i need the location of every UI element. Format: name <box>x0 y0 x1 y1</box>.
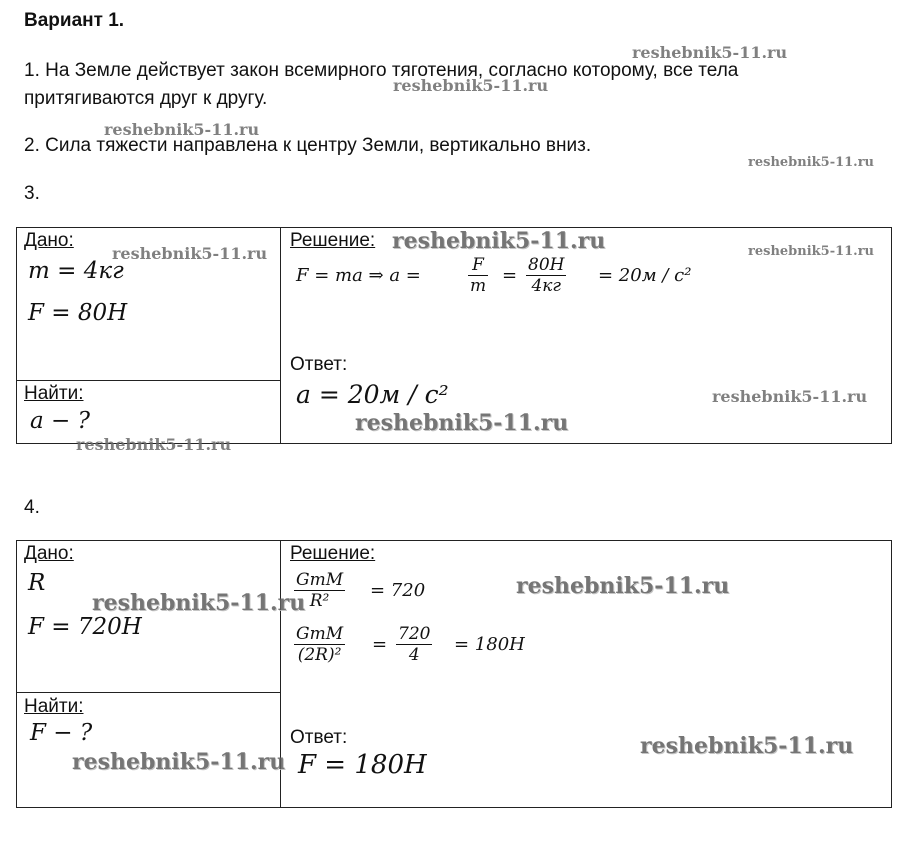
task3-find-value: a − ? <box>30 408 90 434</box>
page-title: Вариант 1. <box>24 10 125 31</box>
task4-equation1-result: = 720 <box>370 580 426 601</box>
task3-frac2-num: 80H <box>528 255 565 275</box>
watermark: reshebnik5-11.ru <box>748 244 875 259</box>
task3-equation-result: = 20м / с² <box>598 265 692 286</box>
watermark: reshebnik5-11.ru <box>640 733 854 759</box>
watermark: reshebnik5-11.ru <box>72 749 286 775</box>
task4-given-label: Дано: <box>24 543 74 564</box>
task4-find-value: F − ? <box>30 720 93 746</box>
task3-fraction-values <box>526 255 566 296</box>
task4-frac3-den: 4 <box>408 645 420 665</box>
task4-fraction-720-over-4 <box>396 624 432 665</box>
task3-solution-label: Решение: <box>290 230 376 251</box>
item-4-number: 4. <box>24 497 40 518</box>
task3-given-label: Дано: <box>24 230 74 251</box>
task3-equals-sign: = <box>502 265 518 286</box>
item-3-number: 3. <box>24 183 40 204</box>
task4-frac3-num: 720 <box>398 624 431 644</box>
item-2: 2. Сила тяжести направлена к центру Земли, вертикально вниз. <box>24 135 592 156</box>
task4-answer-label: Ответ: <box>290 727 348 748</box>
watermark: reshebnik5-11.ru <box>76 435 232 454</box>
item-1-continuation: притягиваются друг к другу. <box>24 88 268 109</box>
task3-given-mass: m = 4кг <box>28 258 124 284</box>
watermark: reshebnik5-11.ru <box>393 76 549 95</box>
watermark: reshebnik5-11.ru <box>712 387 868 406</box>
task3-given-force: F = 80H <box>28 300 128 326</box>
task4-equation2-result: = 180H <box>454 634 525 655</box>
task4-given-radius: R <box>28 570 46 596</box>
task4-fraction-gmm-over-2r2 <box>294 624 345 665</box>
watermark: reshebnik5-11.ru <box>112 244 268 263</box>
task3-divider <box>280 227 281 444</box>
task3-answer-label: Ответ: <box>290 354 348 375</box>
task4-answer-value: F = 180H <box>298 750 427 780</box>
task4-given-force: F = 720H <box>28 614 142 640</box>
watermark: reshebnik5-11.ru <box>104 120 260 139</box>
task4-frac1-den: R² <box>309 591 330 611</box>
task4-frac1-num: GmM <box>296 570 344 590</box>
task3-answer-value: a = 20м / с² <box>296 380 449 409</box>
task4-equals-sign: = <box>372 634 388 655</box>
task3-fraction-f-over-m <box>468 255 488 296</box>
watermark: reshebnik5-11.ru <box>92 590 306 616</box>
task4-frac2-den: (2R)² <box>297 645 342 665</box>
watermark: reshebnik5-11.ru <box>392 228 606 254</box>
task3-given-find-divider <box>16 380 281 381</box>
task4-given-find-divider <box>16 692 281 693</box>
task3-find-label: Найти: <box>24 383 84 404</box>
watermark: reshebnik5-11.ru <box>748 155 875 170</box>
task4-solution-label: Решение: <box>290 543 376 564</box>
task4-frac2-num: GmM <box>296 624 344 644</box>
watermark: reshebnik5-11.ru <box>516 573 730 599</box>
task3-frac1-den: m <box>470 276 487 296</box>
item-1: 1. На Земле действует закон всемирного тяготения, согласно которому, все тела <box>24 60 739 81</box>
watermark: reshebnik5-11.ru <box>632 43 788 62</box>
watermark: reshebnik5-11.ru <box>355 410 569 436</box>
task3-frac1-num: F <box>472 255 484 275</box>
task4-find-label: Найти: <box>24 696 84 717</box>
task3-frac2-den: 4кг <box>531 276 562 296</box>
task3-equation-left: F = ma ⇒ a = <box>296 265 421 286</box>
